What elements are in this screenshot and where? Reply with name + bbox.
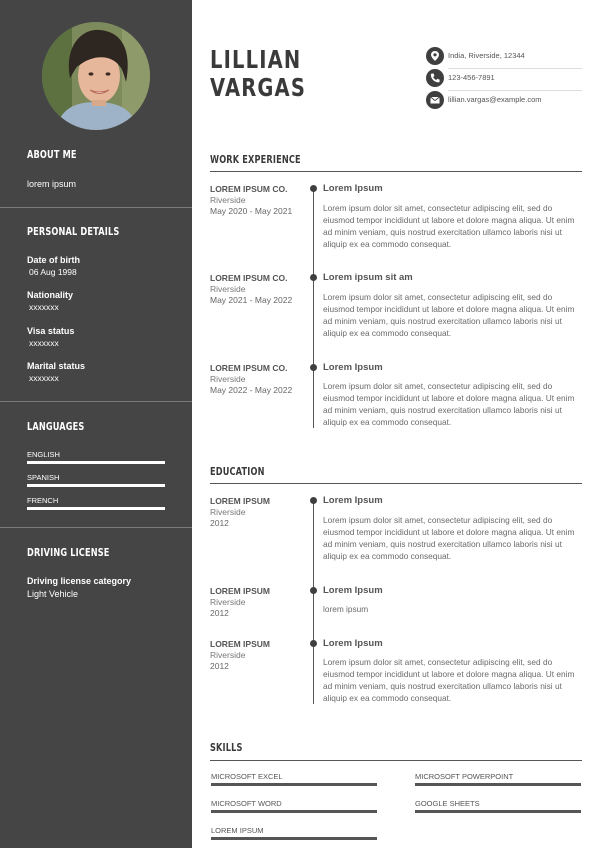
work-dates: May 2020 - May 2021: [210, 206, 293, 216]
skill-name: LOREM IPSUM: [211, 826, 264, 835]
about-text: lorem ipsum: [27, 179, 77, 189]
license-category-value: Light Vehicle: [27, 589, 79, 599]
dob-value: 06 Aug 1998: [29, 267, 77, 277]
candidate-name: [210, 46, 306, 102]
timeline-dot: [310, 587, 317, 594]
skill-bar: [211, 810, 377, 813]
timeline-dot: [310, 185, 317, 192]
language-bar: [27, 461, 165, 464]
language-bar: [27, 507, 165, 510]
skill-bar: [211, 837, 377, 840]
education-year: 2012: [210, 661, 229, 671]
work-org: LOREM IPSUM CO.: [210, 184, 288, 194]
address-text: India, Riverside, 12344: [448, 51, 525, 60]
work-title: Lorem Ipsum: [323, 183, 383, 194]
education-year: 2012: [210, 518, 229, 528]
education-location: Riverside: [210, 597, 246, 607]
work-title: Lorem Ipsum: [323, 362, 383, 373]
about-heading: ABOUT ME: [27, 149, 77, 161]
timeline-dot: [310, 274, 317, 281]
education-location: Riverside: [210, 507, 246, 517]
education-title: Lorem Ipsum: [323, 638, 383, 649]
work-title: Lorem ipsum sit am: [323, 272, 413, 283]
portrait-image: [42, 22, 150, 130]
education-timeline: [313, 500, 314, 704]
personal-details-heading: PERSONAL DETAILS: [27, 226, 120, 238]
contact-phone: [426, 69, 582, 89]
skill-name: MICROSOFT EXCEL: [211, 772, 283, 781]
timeline-dot: [310, 497, 317, 504]
language-english: ENGLISH: [27, 450, 60, 459]
license-category-label: Driving license category: [27, 576, 132, 586]
work-dates: May 2021 - May 2022: [210, 295, 293, 305]
education-heading: EDUCATION: [210, 466, 265, 478]
divider: [0, 527, 192, 528]
skill-bar: [415, 810, 581, 813]
work-location: Riverside: [210, 284, 246, 294]
education-title: Lorem Ipsum: [323, 585, 383, 596]
visa-label: Visa status: [27, 326, 75, 336]
location-pin-icon: [426, 47, 444, 65]
nationality-label: Nationality: [27, 290, 74, 300]
timeline-dot: [310, 364, 317, 371]
divider: [0, 207, 192, 208]
section-rule: [210, 483, 582, 484]
contact-email: [426, 91, 582, 111]
work-description: Lorem ipsum dolor sit amet, consectetur adipiscing elit, sed do eiusmod tempor incididunt ut labore et dolore magna aliqua. Ut enim ad minim veniam, quis nostrud exercitation ullamco laboris nisi ut aliquip ex ea commodo consequat.: [323, 203, 575, 249]
skill-name: GOOGLE SHEETS: [415, 799, 480, 808]
skill-bar: [211, 783, 377, 786]
phone-text[interactable]: 123-456-7891: [448, 73, 495, 82]
profile-photo: [42, 22, 150, 130]
email-text[interactable]: lillian.vargas@example.com: [448, 95, 542, 104]
education-description: Lorem ipsum dolor sit amet, consectetur adipiscing elit, sed do eiusmod tempor incididunt ut labore et dolore magna aliqua. Ut enim ad minim veniam, quis nostrud exercitation ullamco laboris nisi ut aliquip ex ea commodo consequat.: [323, 515, 575, 561]
email-icon: [426, 91, 444, 109]
phone-icon: [426, 69, 444, 87]
work-location: Riverside: [210, 374, 246, 384]
language-spanish: SPANISH: [27, 473, 60, 482]
skill-name: MICROSOFT WORD: [211, 799, 282, 808]
education-description: Lorem ipsum dolor sit amet, consectetur adipiscing elit, sed do eiusmod tempor incididunt ut labore et dolore magna aliqua. Ut enim ad minim veniam, quis nostrud exercitation ullamco laboris nisi ut aliquip ex ea commodo consequat.: [323, 657, 575, 703]
work-org: LOREM IPSUM CO.: [210, 273, 288, 283]
section-rule: [210, 171, 582, 172]
divider: [0, 401, 192, 402]
work-timeline: [313, 188, 314, 428]
skills-heading: SKILLS: [210, 742, 243, 754]
sidebar: [0, 0, 192, 848]
skill-name: MICROSOFT POWERPOINT: [415, 772, 514, 781]
first-name: LILLIAN: [210, 45, 302, 74]
marital-label: Marital status: [27, 361, 86, 371]
nationality-value: xxxxxxx: [29, 302, 59, 312]
languages-heading: LANGUAGES: [27, 421, 85, 433]
dob-label: Date of birth: [27, 255, 80, 265]
work-experience-heading: WORK EXPERIENCE: [210, 154, 301, 166]
work-description: Lorem ipsum dolor sit amet, consectetur adipiscing elit, sed do eiusmod tempor incididunt ut labore et dolore magna aliqua. Ut enim ad minim veniam, quis nostrud exercitation ullamco laboris nisi ut aliquip ex ea commodo consequat.: [323, 381, 575, 427]
work-location: Riverside: [210, 195, 246, 205]
education-location: Riverside: [210, 650, 246, 660]
education-org: LOREM IPSUM: [210, 586, 270, 596]
last-name: VARGAS: [210, 73, 307, 102]
language-french: FRENCH: [27, 496, 59, 505]
education-org: LOREM IPSUM: [210, 496, 270, 506]
contact-address: [426, 47, 582, 67]
education-title: Lorem Ipsum: [323, 495, 383, 506]
language-bar: [27, 484, 165, 487]
timeline-dot: [310, 640, 317, 647]
marital-value: xxxxxxx: [29, 373, 59, 383]
education-description: lorem ipsum: [323, 604, 369, 614]
section-rule: [210, 760, 582, 761]
driving-license-heading: DRIVING LICENSE: [27, 547, 110, 559]
work-dates: May 2022 - May 2022: [210, 385, 293, 395]
work-org: LOREM IPSUM CO.: [210, 363, 288, 373]
visa-value: xxxxxxx: [29, 338, 59, 348]
education-year: 2012: [210, 608, 229, 618]
work-description: Lorem ipsum dolor sit amet, consectetur adipiscing elit, sed do eiusmod tempor incididunt ut labore et dolore magna aliqua. Ut enim ad minim veniam, quis nostrud exercitation ullamco laboris nisi ut aliquip ex ea commodo consequat.: [323, 292, 575, 338]
education-org: LOREM IPSUM: [210, 639, 270, 649]
skill-bar: [415, 783, 581, 786]
